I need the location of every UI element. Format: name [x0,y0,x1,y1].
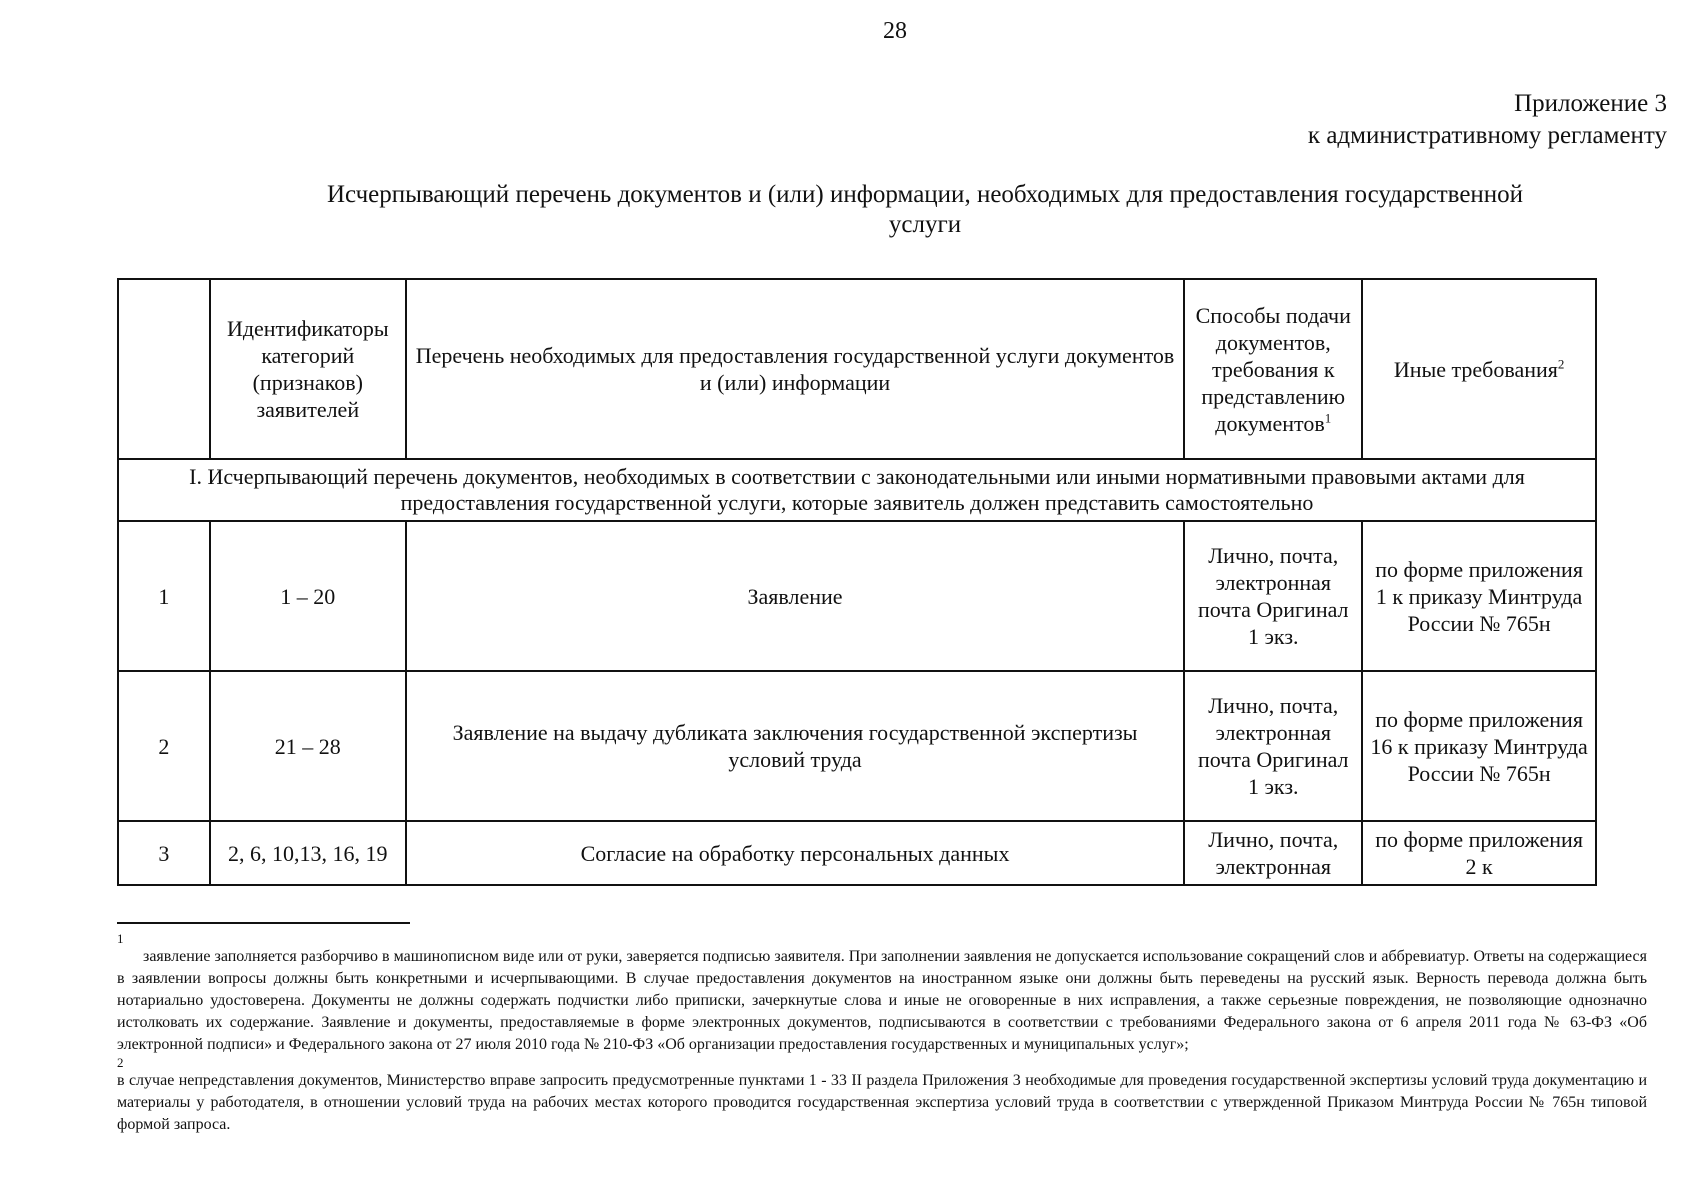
row-identifiers: 2, 6, 10,13, 16, 19 [210,821,406,885]
header-other-text: Иные требования [1393,356,1558,382]
row-number: 3 [118,821,210,885]
row-document: Заявление на выдачу дубликата заключения государственной экспертизы условий труда [406,671,1185,821]
row-methods: Лично, почта, электронная почта Оригинал 1 экз. [1184,521,1362,671]
row-identifiers: 21 – 28 [210,671,406,821]
title-line-1: Исчерпывающий перечень документов и (или) информации, необходимых для предоставления государственной [326,181,1524,208]
row-number: 2 [118,671,210,821]
header-other-requirements [1362,279,1596,459]
footnote-divider [117,922,410,924]
table-header-row [118,279,1596,459]
table-row [118,521,1596,671]
document-title [180,180,1670,240]
row-methods: Лично, почта, электронная почта Оригинал 1 экз. [1184,671,1362,821]
appendix-line-1: Приложение 3 [1514,90,1667,117]
footnote-2-text: в случае непредставления документов, Министерство вправе запросить предусмотренные пунктами 1 - 33 II раздела Приложения 3 необходимые для проведения государственной экспертизы условий труда документацию и материалы у работодателя, в отношении условий труда на рабочих местах которого проводится государственная экспертиза условий труда в соответствии с утвержденной Приказом Минтруда России № 765н типовой формой запроса. [117,1072,1647,1133]
footnote-ref-1: 1 [1324,410,1332,426]
row-number: 1 [118,521,210,671]
footnotes [117,932,1647,1136]
footnote-1-mark: 1 [117,931,124,946]
row-document: Согласие на обработку персональных данных [406,821,1185,885]
appendix-line-2: к административному регламенту [1307,122,1667,149]
section-heading: I. Исчерпывающий перечень документов, необходимых в соответствии с законодательными или иными нормативными правовыми актами для предоставления государственной услуги, которые заявитель должен представить самостоятельно [118,459,1596,521]
header-methods [1184,279,1362,459]
footnote-1-text: заявление заполняется разборчиво в машинописном виде или от руки, заверяется подписью заявителя. При заполнении заявления не допускается использование сокращений слов и аббревиатур. Ответы на содержащиеся в заявлении вопросы должны быть конкретными и исчерпывающими. В случае предоставления документов на иностранном языке они должны быть переведены на русский язык. Верность перевода должна быть нотариально удостоверена. Документы не должны содержать подчистки либо приписки, зачеркнутые слова и иные не оговоренные в них исправления, а также серьезные повреждения, не позволяющие однозначно истолковать их содержание. Заявление и документы, предоставляемые в форме электронных документов, подписываются в соответствии с требованиями Федерального закона от 6 апреля 2011 года № 63-ФЗ «Об электронной подписи» и Федерального закона от 27 июля 2010 года № 210-ФЗ «Об организации предоставления государственных и муниципальных услуг»; [117,948,1647,1053]
row-methods: Лично, почта, электронная [1184,821,1362,885]
page-number: 28 [883,18,907,44]
row-other-requirements: по форме приложения 16 к приказу Минтруда России № 765н [1362,671,1596,821]
header-identifiers: Идентификаторы категорий (признаков) заявителей [210,279,406,459]
table-row [118,821,1596,885]
row-identifiers: 1 – 20 [210,521,406,671]
header-number [118,279,210,459]
row-other-requirements: по форме приложения 2 к [1362,821,1596,885]
title-line-2: услуги [888,211,962,238]
row-other-requirements: по форме приложения 1 к приказу Минтруда России № 765н [1362,521,1596,671]
header-methods-text: Способы подачи документов, требования к представлению документов [1195,302,1351,436]
footnote-2-mark: 2 [117,1055,124,1070]
appendix-caption [1308,88,1667,152]
table-row [118,671,1596,821]
documents-table [117,278,1597,886]
row-document: Заявление [406,521,1185,671]
footnote-ref-2: 2 [1557,356,1565,372]
header-documents: Перечень необходимых для предоставления государственной услуги документов и (или) информации [406,279,1185,459]
section-row [118,459,1596,521]
